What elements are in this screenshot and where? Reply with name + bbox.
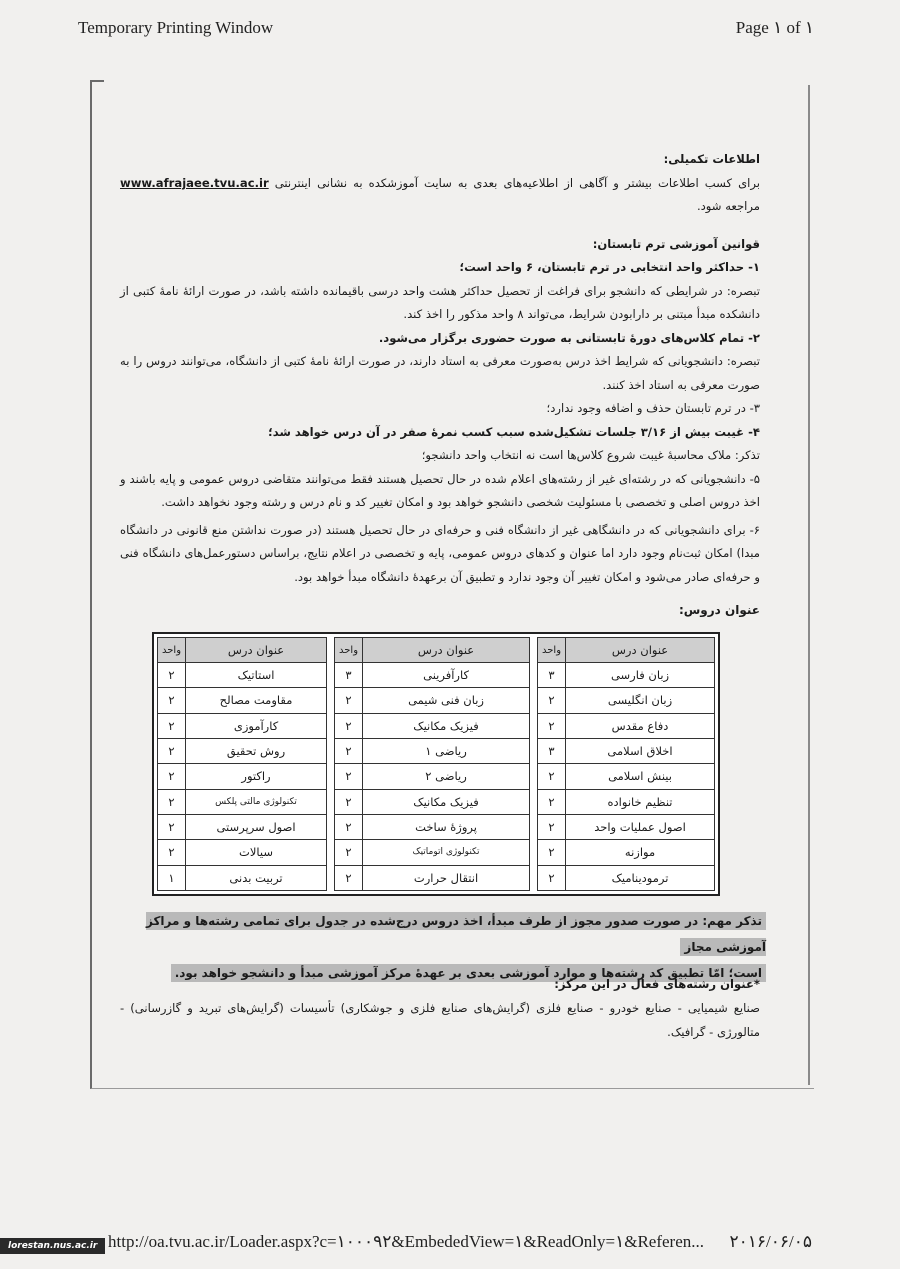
course-row bbox=[158, 738, 327, 763]
course-row bbox=[158, 688, 327, 713]
rules-title: قوانین آموزشی ترم تابستان: bbox=[592, 236, 760, 251]
rule-1-note: تبصره: در شرایطی که دانشجو برای فراغت از تحصیل حداکثر هشت واحد درسی باقیمانده داشته باشد، در صورت ارائهٔ نامهٔ کتبی از دانشکده مبدأ مبتنی بر دارابودن شرایط، می‌تواند ۸ واحد مذکور را اخذ کند. bbox=[120, 283, 760, 321]
course-unit: ۲ bbox=[158, 840, 186, 865]
course-title-header: عنوان درس bbox=[363, 638, 530, 663]
course-unit: ۲ bbox=[158, 814, 186, 839]
rule-2: ۲- تمام کلاس‌های دورهٔ تابستانی به صورت حضوری برگزار می‌شود. bbox=[378, 330, 760, 345]
course-unit: ۲ bbox=[335, 865, 363, 890]
courses-table-frame bbox=[152, 632, 720, 896]
course-row bbox=[538, 764, 715, 789]
website-link[interactable]: www.afrajaee.tvu.ac.ir bbox=[120, 175, 269, 190]
course-unit: ۲ bbox=[538, 764, 566, 789]
course-unit: ۳ bbox=[538, 663, 566, 688]
course-name: سیالات bbox=[186, 840, 327, 865]
course-unit: ۳ bbox=[538, 738, 566, 763]
course-name: کارآفرینی bbox=[363, 663, 530, 688]
course-unit: ۲ bbox=[335, 738, 363, 763]
rule-1: ۱- حداکثر واحد انتخابی در ترم تابستان، ۶ واحد است؛ bbox=[459, 260, 760, 274]
course-row bbox=[335, 663, 530, 688]
course-unit-header: واحد bbox=[158, 638, 186, 663]
course-row bbox=[538, 738, 715, 763]
site-watermark-badge: lorestan.nus.ac.ir bbox=[0, 1238, 105, 1254]
course-unit: ۲ bbox=[335, 688, 363, 713]
fields-text: صنایع شیمیایی - صنایع خودرو - صنایع فلزی (گرایش‌های صنایع فلزی و جوشکاری) تأسیسات (گرایش‌های تبرید و گازرسانی) - متالورژی - گرافیک. bbox=[120, 1001, 760, 1039]
course-row bbox=[158, 713, 327, 738]
course-name: ترمودینامیک bbox=[566, 865, 715, 890]
course-row bbox=[158, 814, 327, 839]
rule-4-note: تذکر: ملاک محاسبهٔ غیبت شروع کلاس‌ها است نه انتخاب واحد دانشجو؛ bbox=[421, 448, 760, 462]
course-name: ریاضی ۱ bbox=[363, 738, 530, 763]
info-line bbox=[120, 172, 760, 219]
course-row bbox=[538, 663, 715, 688]
course-unit-header: واحد bbox=[335, 638, 363, 663]
course-title-header: عنوان درس bbox=[186, 638, 327, 663]
rule-4: ۴- غیبت بیش از ۳/۱۶ جلسات تشکیل‌شده سبب کسب نمرهٔ صفر در آن درس خواهد شد؛ bbox=[268, 424, 760, 439]
course-name: بینش اسلامی bbox=[566, 764, 715, 789]
rule-2-note: تبصره: دانشجویانی که شرایط اخذ درس به‌صورت معرفی به استاد دارند، در صورت ارائهٔ نامهٔ کتبی از دانشگاه، می‌توانند دروس را به صورت معرفی به استاد اخذ کنند. bbox=[120, 354, 760, 392]
footer-url: http://oa.tvu.ac.ir/Loader.aspx?c=۱۰۰۰۹۲&EmbededView=۱&ReadOnly=۱&Referen... bbox=[108, 1232, 704, 1251]
course-row bbox=[158, 840, 327, 865]
course-name: موازنه bbox=[566, 840, 715, 865]
course-unit: ۲ bbox=[538, 688, 566, 713]
course-row bbox=[538, 814, 715, 839]
course-row bbox=[158, 789, 327, 814]
course-name: زبان فنی شیمی bbox=[363, 688, 530, 713]
rule-6: ۶- برای دانشجویانی که در دانشگاهی غیر از دانشگاه فنی و حرفه‌ای در حال تحصیل هستند (در صورت نداشتن منع قانونی در دانشگاه مبدا) امکان ثبت‌نام وجود دارد اما عنوان و کدهای دروس عمومی، پایه و تخصصی در اعلام نتایج، براساس دستورعمل‌های دانشگاه فنی و حرفه‌ای صادر می‌شود و امکان تغییر آن وجود ندارد و تطبیق آن برعهدهٔ دانشگاه مبدأ خواهد بود. bbox=[120, 522, 760, 584]
page-counter: Page ۱ of ۱ bbox=[735, 18, 814, 37]
course-row bbox=[335, 764, 530, 789]
course-table-2 bbox=[334, 637, 530, 891]
courses-title: عنوان دروس: bbox=[678, 603, 760, 617]
course-table-1 bbox=[537, 637, 715, 891]
course-row bbox=[538, 688, 715, 713]
document-body bbox=[120, 148, 760, 623]
footer-date: ۲۰۱۶/۰۶/۰۵ bbox=[729, 1232, 812, 1251]
course-unit: ۲ bbox=[538, 713, 566, 738]
course-unit: ۲ bbox=[538, 814, 566, 839]
course-row bbox=[158, 764, 327, 789]
course-row bbox=[335, 713, 530, 738]
course-unit: ۲ bbox=[158, 789, 186, 814]
print-window-title: Temporary Printing Window bbox=[78, 18, 274, 37]
course-row bbox=[538, 865, 715, 890]
course-title-header: عنوان درس bbox=[566, 638, 715, 663]
course-row bbox=[158, 663, 327, 688]
course-name: زبان انگلیسی bbox=[566, 688, 715, 713]
course-row bbox=[335, 738, 530, 763]
course-row bbox=[335, 840, 530, 865]
rule-5: ۵- دانشجویانی که در رشته‌ای غیر از رشته‌های اعلام شده در حال تحصیل هستند فقط می‌توانند متقاضی دروس عمومی و پایه باشند و اخذ دروس اصلی و تخصصی با مسئولیت شخصی دانشجو خواهد بود و امکان تغییر کد و نام درس و رشته وجود نخواهد داشت. bbox=[120, 471, 760, 509]
course-name: تنظیم خانواده bbox=[566, 789, 715, 814]
course-unit: ۲ bbox=[335, 789, 363, 814]
course-row bbox=[538, 840, 715, 865]
course-unit: ۱ bbox=[158, 865, 186, 890]
fields-title: *عنوان رشته‌های فعال در این مرکز: bbox=[554, 977, 760, 991]
course-name: مقاومت مصالح bbox=[186, 688, 327, 713]
course-unit: ۲ bbox=[158, 738, 186, 763]
course-name: روش تحقیق bbox=[186, 738, 327, 763]
course-unit: ۲ bbox=[538, 865, 566, 890]
course-row bbox=[335, 688, 530, 713]
course-name: استاتیک bbox=[186, 663, 327, 688]
course-name: زبان فارسی bbox=[566, 663, 715, 688]
course-unit: ۲ bbox=[158, 713, 186, 738]
info-text-end: مراجعه شود. bbox=[696, 199, 760, 213]
course-name: ریاضی ۲ bbox=[363, 764, 530, 789]
notice-line-2: است؛ امّا تطبیق کد رشته‌ها و موارد آموزشی بعدی بر عهدهٔ مرکز آموزشی مبدأ و دانشجو خواهد بود. bbox=[171, 964, 766, 982]
course-unit: ۲ bbox=[538, 789, 566, 814]
course-name: تکنولوژی اتوماتیک bbox=[363, 840, 530, 865]
course-unit-header: واحد bbox=[538, 638, 566, 663]
course-unit: ۲ bbox=[335, 764, 363, 789]
course-name: اصول عملیات واحد bbox=[566, 814, 715, 839]
course-unit: ۲ bbox=[335, 814, 363, 839]
course-unit: ۲ bbox=[538, 840, 566, 865]
course-unit: ۲ bbox=[158, 663, 186, 688]
info-title: اطلاعات تکمیلی: bbox=[663, 152, 760, 166]
course-unit: ۲ bbox=[158, 688, 186, 713]
active-fields bbox=[120, 972, 760, 1044]
course-row bbox=[538, 789, 715, 814]
sheet-right-edge bbox=[808, 85, 810, 1085]
course-unit: ۲ bbox=[158, 764, 186, 789]
course-unit: ۳ bbox=[335, 663, 363, 688]
course-name: انتقال حرارت bbox=[363, 865, 530, 890]
course-name: فیزیک مکانیک bbox=[363, 713, 530, 738]
course-name: راکتور bbox=[186, 764, 327, 789]
course-name: دفاع مقدس bbox=[566, 713, 715, 738]
course-unit: ۲ bbox=[335, 713, 363, 738]
notice-line-1: تذکر مهم: در صورت صدور مجوز از طرف مبدأ، اخذ دروس درج‌شده در جدول برای تمامی رشته‌ها و مراکز آموزشی مجاز bbox=[145, 914, 766, 954]
course-row bbox=[335, 814, 530, 839]
course-name: کارآموزی bbox=[186, 713, 327, 738]
course-table-3 bbox=[157, 637, 327, 891]
course-row bbox=[335, 789, 530, 814]
course-name: اصول سرپرستی bbox=[186, 814, 327, 839]
sheet-corner-mark bbox=[90, 80, 104, 82]
rule-3: ۳- در ترم تابستان حذف و اضافه وجود ندارد؛ bbox=[546, 401, 760, 415]
course-name: اخلاق اسلامی bbox=[566, 738, 715, 763]
course-name: تربیت بدنی bbox=[186, 865, 327, 890]
course-unit: ۲ bbox=[335, 840, 363, 865]
course-name: تکنولوژی مالتی پلکس bbox=[186, 789, 327, 814]
course-row bbox=[335, 865, 530, 890]
course-row bbox=[538, 713, 715, 738]
course-row bbox=[158, 865, 327, 890]
info-text: برای کسب اطلاعات بیشتر و آگاهی از اطلاعیه‌های بعدی به سایت آموزشکده به نشانی اینترنتی bbox=[274, 175, 761, 190]
course-name: فیزیک مکانیک bbox=[363, 789, 530, 814]
course-name: پروژهٔ ساخت bbox=[363, 814, 530, 839]
